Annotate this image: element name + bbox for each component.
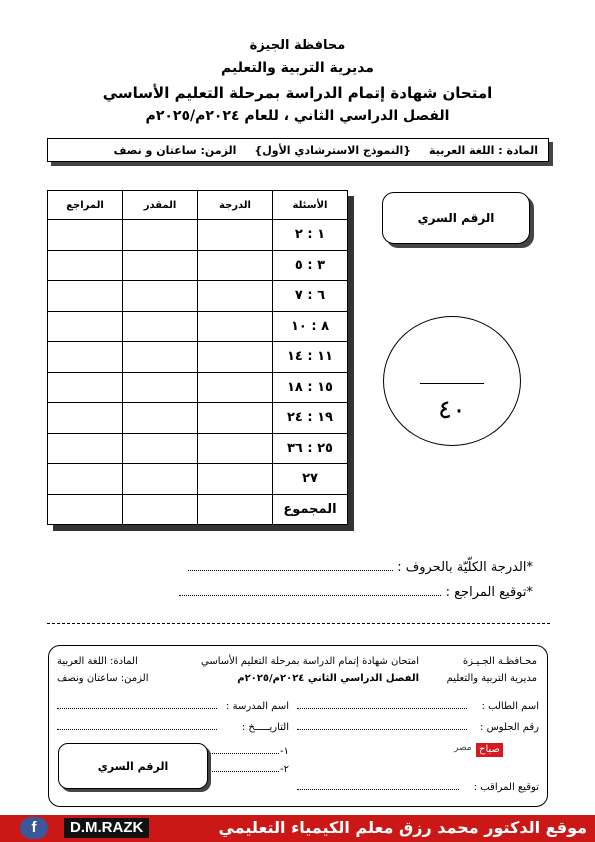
footer-brand[interactable]: D.M.RAZK [64,818,149,838]
header-term: الفصل الدراسي الثاني ، للعام ٢٠٢٤م/٢٠٢٥م [145,108,450,124]
card-governorate: محـافظـة الجـيـزة [462,656,537,667]
card-secret-number-label: الرقم السري [97,759,169,773]
header-reviewer: المراجع [48,191,123,220]
grade-cell[interactable] [198,220,273,251]
table-row [48,342,348,373]
total-in-words-label: *الدرجة الكلّيّة بالحروف : [397,560,533,575]
footer-banner [0,815,595,842]
school-name-label: اسم المدرسة : [226,701,289,712]
header-estimated: المقدر [123,191,198,220]
date-field[interactable] [57,722,217,733]
time-label: الزمن: ساعتان و نصف [113,143,237,157]
reviewer-cell[interactable] [48,494,123,525]
question-range: ٦ : ٧ [273,281,348,312]
score-circle [383,316,521,446]
table-row [48,281,348,312]
reviewer-cell[interactable] [48,220,123,251]
grade-cell[interactable] [198,403,273,434]
card-exam: امتحان شهادة إتمام الدراسة بمرحلة التعليم الأساسي [200,656,419,667]
observer-signature-label: توقيع المراقب : [473,782,539,793]
question-range: ١٩ : ٢٤ [273,403,348,434]
estimated-cell[interactable] [123,311,198,342]
table-header-row [48,191,348,220]
watermark-badge: صباح [476,743,503,757]
item-two-label: ٢- [280,764,289,775]
grade-cell[interactable] [198,433,273,464]
item-one-label: ١- [280,746,289,757]
table-row [48,220,348,251]
card-term: الفصل الدراسي الثاني ٢٠٢٤م/٢٠٢٥م [237,673,419,684]
table-row [48,494,348,525]
score-line [420,383,484,384]
exam-info-bar [47,138,549,162]
question-range: ٣ : ٥ [273,250,348,281]
grade-cell[interactable] [198,250,273,281]
score-total: ٤٠ [438,395,466,425]
header-grade: الدرجة [198,191,273,220]
question-range: ١٥ : ١٨ [273,372,348,403]
school-name-field[interactable] [57,701,217,712]
reviewer-signature-row [113,585,533,600]
student-name-label: اسم الطالب : [481,701,539,712]
question-range: ٢٧ [273,464,348,495]
estimated-cell[interactable] [123,250,198,281]
grade-cell[interactable] [198,342,273,373]
total-in-words-field[interactable] [188,570,393,571]
grade-cell[interactable] [198,281,273,312]
table-row [48,403,348,434]
total-in-words-row [113,560,533,575]
secret-number-label: الرقم السري [417,211,495,225]
table-row [48,372,348,403]
header-governorate: محافظة الجيزة [249,38,346,53]
grades-table [47,190,348,525]
cut-line [47,623,550,624]
estimated-cell[interactable] [123,342,198,373]
seat-number-field[interactable] [297,722,467,733]
reviewer-cell[interactable] [48,342,123,373]
card-time: الزمن: ساعتان ونصف [57,673,149,684]
grade-cell[interactable] [198,311,273,342]
header-directorate: مديرية التربية والتعليم [221,60,374,76]
question-range: ١ : ٢ [273,220,348,251]
estimated-cell[interactable] [123,433,198,464]
watermark-badge-side: مصر [454,743,472,753]
estimated-cell[interactable] [123,403,198,434]
reviewer-cell[interactable] [48,464,123,495]
table-row [48,250,348,281]
grade-cell[interactable] [198,372,273,403]
reviewer-cell[interactable] [48,372,123,403]
question-range: المجموع [273,494,348,525]
header-questions: الأسئلة [273,191,348,220]
student-name-field[interactable] [297,701,467,712]
table-row [48,464,348,495]
reviewer-signature-field[interactable] [179,595,441,596]
secret-number-box [382,192,530,244]
reviewer-cell[interactable] [48,403,123,434]
question-range: ٢٥ : ٣٦ [273,433,348,464]
estimated-cell[interactable] [123,220,198,251]
table-row [48,311,348,342]
reviewer-signature-label: *توقيع المراجع : [445,585,533,600]
date-label: التاريـــــخ : [241,722,289,733]
question-range: ٨ : ١٠ [273,311,348,342]
card-subject: المادة: اللغة العربية [57,656,138,667]
facebook-icon[interactable]: f [20,817,48,839]
estimated-cell[interactable] [123,494,198,525]
estimated-cell[interactable] [123,372,198,403]
reviewer-cell[interactable] [48,311,123,342]
seat-number-label: رقم الجلوس : [480,722,539,733]
estimated-cell[interactable] [123,464,198,495]
question-range: ١١ : ١٤ [273,342,348,373]
header-exam-title: امتحان شهادة إتمام الدراسة بمرحلة التعليم الأساسي [102,84,493,102]
reviewer-cell[interactable] [48,433,123,464]
grade-cell[interactable] [198,494,273,525]
subject-label: المادة : اللغة العربية [429,143,538,157]
table-row [48,433,348,464]
reviewer-cell[interactable] [48,281,123,312]
grade-cell[interactable] [198,464,273,495]
reviewer-cell[interactable] [48,250,123,281]
card-secret-number-box [58,743,208,789]
card-directorate: مديرية التربية والتعليم [446,673,537,684]
estimated-cell[interactable] [123,281,198,312]
model-label: {النموذج الاسترشادي الأول} [254,143,412,157]
observer-signature-field[interactable] [297,782,459,793]
footer-site-name[interactable]: موقع الدكتور محمد رزق معلم الكيمياء التعليمي [218,818,587,837]
